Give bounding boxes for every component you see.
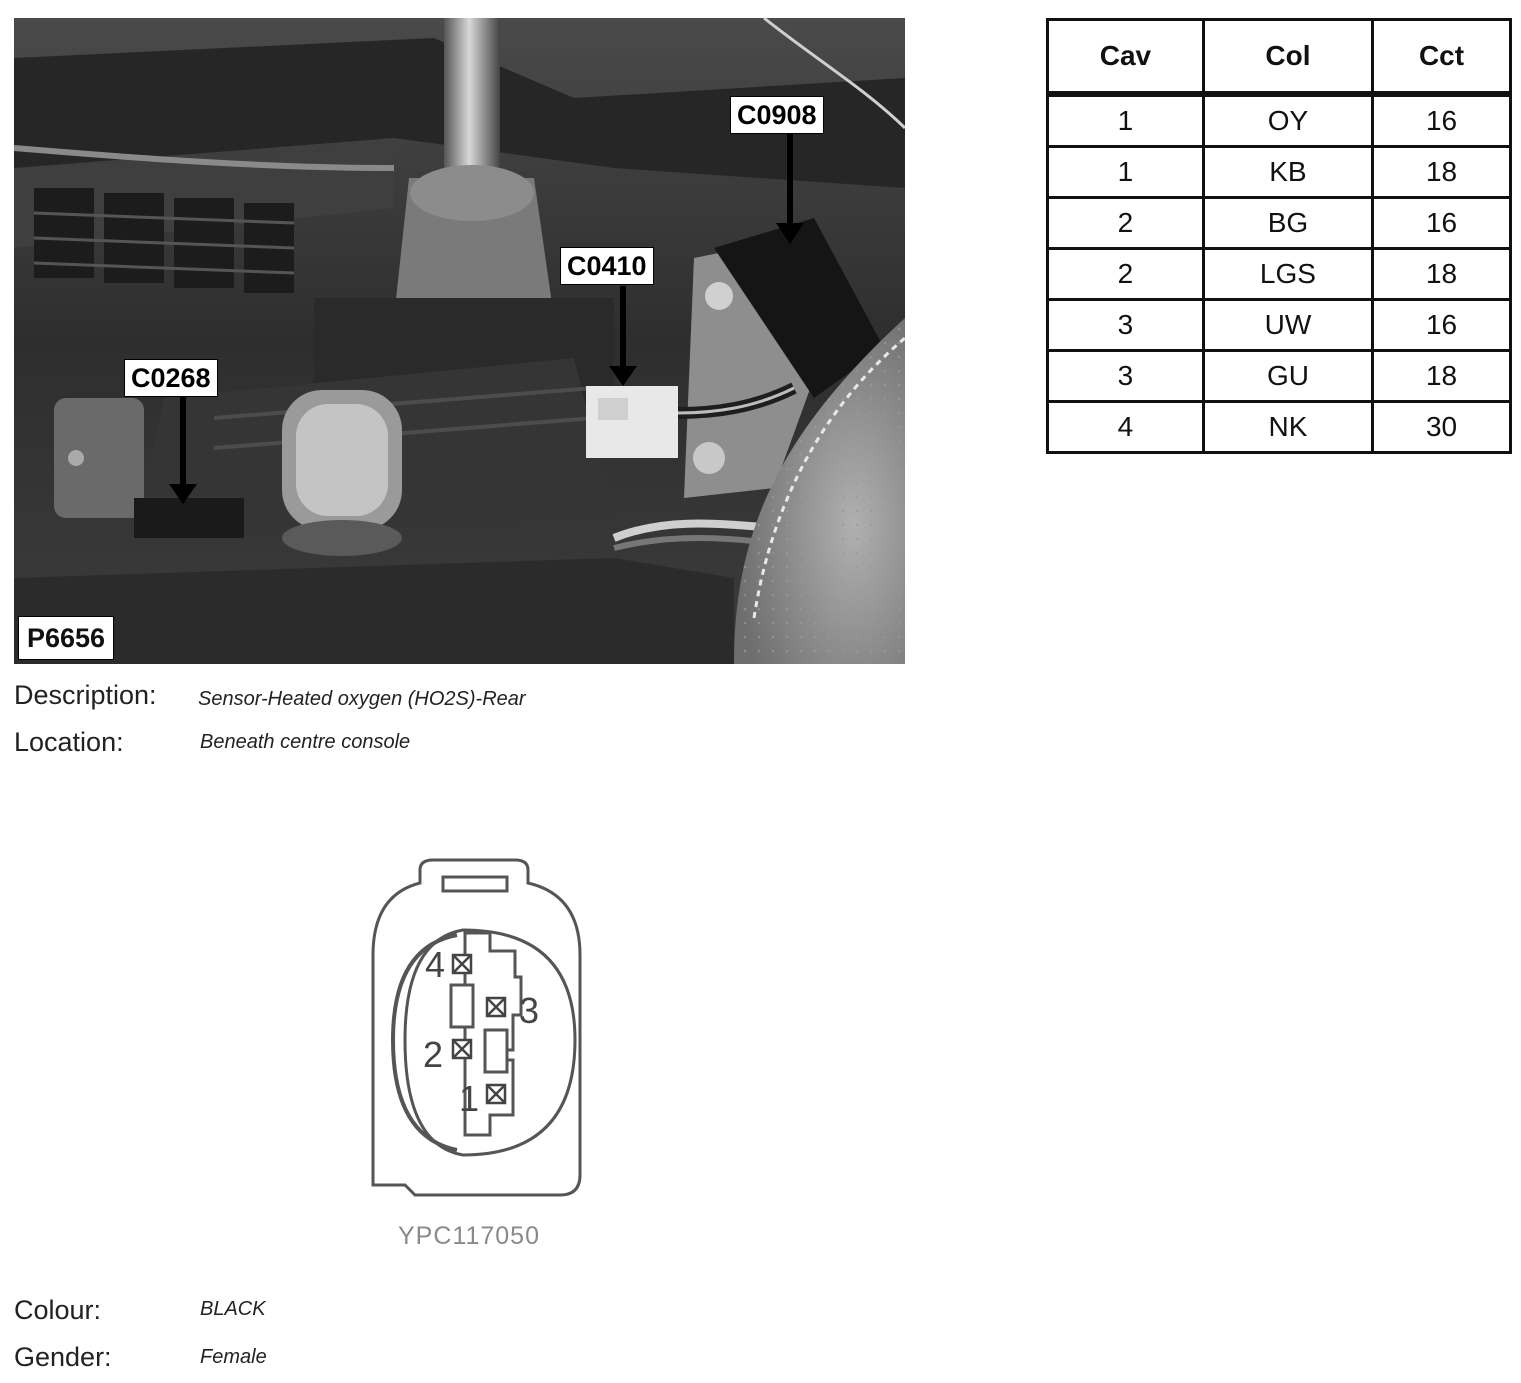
cell-col: LGS bbox=[1203, 249, 1372, 300]
cell-cav: 1 bbox=[1048, 147, 1204, 198]
colour-value: BLACK bbox=[200, 1298, 266, 1320]
cell-cct: 18 bbox=[1373, 147, 1511, 198]
callout-c0268: C0268 bbox=[124, 359, 218, 397]
cell-cct: 16 bbox=[1373, 300, 1511, 351]
table-header-row bbox=[1048, 20, 1511, 95]
pin-3-label: 3 bbox=[519, 990, 540, 1031]
cell-col: UW bbox=[1203, 300, 1372, 351]
table-row bbox=[1048, 147, 1511, 198]
cell-cct: 16 bbox=[1373, 94, 1511, 147]
cell-cav: 2 bbox=[1048, 198, 1204, 249]
callout-c0410: C0410 bbox=[560, 247, 654, 285]
connector-face-diagram bbox=[365, 855, 595, 1210]
table-row bbox=[1048, 249, 1511, 300]
cell-cav: 1 bbox=[1048, 94, 1204, 147]
pin-1-label: 1 bbox=[459, 1078, 480, 1119]
pin-table bbox=[1046, 18, 1512, 454]
header-cct: Cct bbox=[1373, 20, 1511, 95]
colour-label: Colour: bbox=[14, 1295, 102, 1325]
cell-cav: 3 bbox=[1048, 300, 1204, 351]
callout-c0908: C0908 bbox=[730, 96, 824, 134]
cell-cav: 4 bbox=[1048, 402, 1204, 453]
gender-label: Gender: bbox=[14, 1342, 112, 1372]
table-row bbox=[1048, 300, 1511, 351]
gender-value: Female bbox=[200, 1346, 267, 1368]
cell-col: BG bbox=[1203, 198, 1372, 249]
cell-col: NK bbox=[1203, 402, 1372, 453]
table-row bbox=[1048, 402, 1511, 453]
pin-4-label: 4 bbox=[425, 944, 446, 985]
cell-cct: 30 bbox=[1373, 402, 1511, 453]
photo-id-label: P6656 bbox=[18, 616, 114, 660]
cell-cct: 16 bbox=[1373, 198, 1511, 249]
table-row bbox=[1048, 94, 1511, 147]
pin-2-label: 2 bbox=[423, 1034, 444, 1075]
cell-cct: 18 bbox=[1373, 249, 1511, 300]
connector-part-number: YPC117050 bbox=[398, 1222, 540, 1250]
location-label: Location: bbox=[14, 727, 124, 757]
connector-location-photo bbox=[14, 18, 905, 664]
cell-col: KB bbox=[1203, 147, 1372, 198]
header-col: Col bbox=[1203, 20, 1372, 95]
description-value: Sensor-Heated oxygen (HO2S)-Rear bbox=[198, 688, 526, 710]
cell-cav: 2 bbox=[1048, 249, 1204, 300]
table-row bbox=[1048, 198, 1511, 249]
cell-col: OY bbox=[1203, 94, 1372, 147]
header-cav: Cav bbox=[1048, 20, 1204, 95]
location-value: Beneath centre console bbox=[200, 731, 411, 753]
cell-cct: 18 bbox=[1373, 351, 1511, 402]
cell-cav: 3 bbox=[1048, 351, 1204, 402]
cell-col: GU bbox=[1203, 351, 1372, 402]
table-row bbox=[1048, 351, 1511, 402]
description-label: Description: bbox=[14, 680, 157, 710]
